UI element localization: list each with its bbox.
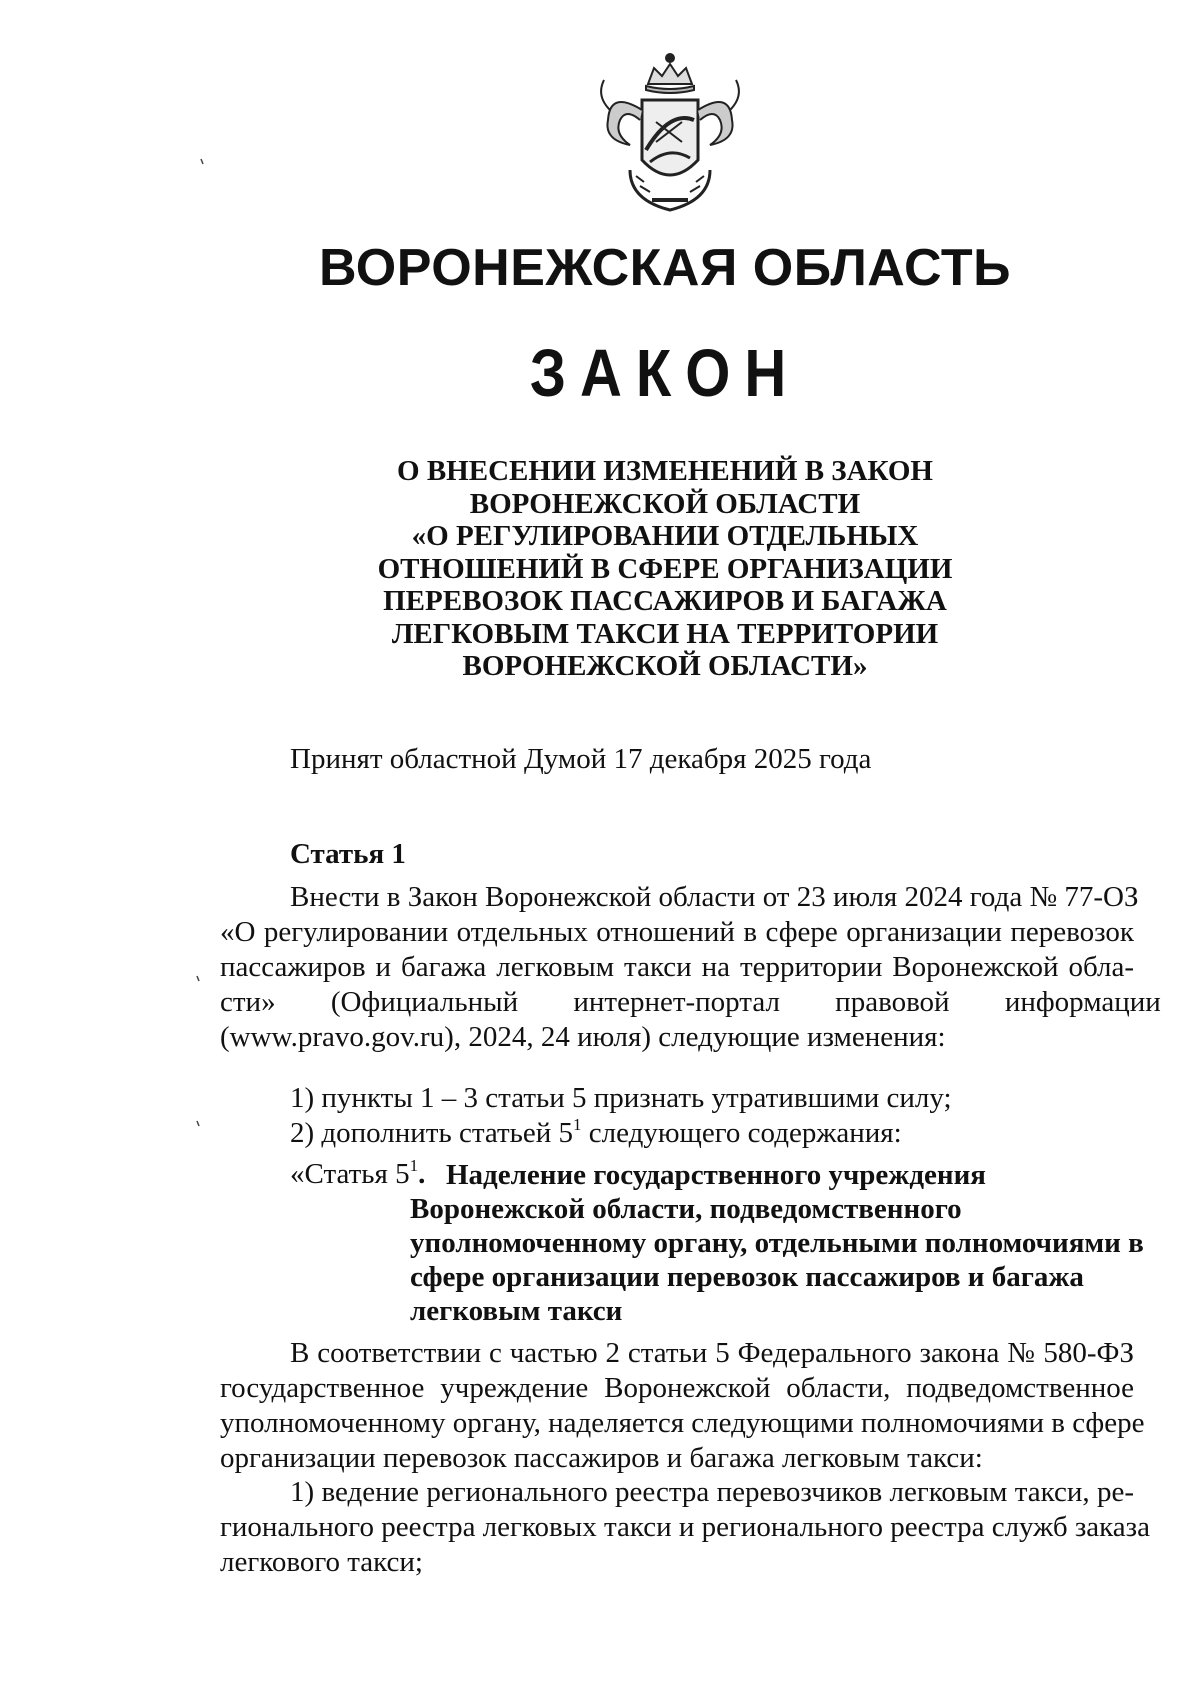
new-article-point-1 [220, 1475, 1150, 1580]
law-name-line: О ВНЕСЕНИИ ИЗМЕНЕНИЙ В ЗАКОН [397, 455, 933, 487]
new-article-title-line: сфере организации перевозок пассажиров и багажа [410, 1261, 1084, 1293]
amendment-item-1: 1) пункты 1 – 3 статьи 5 признать утратившими силу; [290, 1082, 952, 1114]
scan-speck [196, 975, 202, 983]
paragraph-line: сти» (Официальный интернет-портал правовой информации [220, 986, 1161, 1018]
paragraph-line: легкового такси; [220, 1546, 423, 1578]
article-1-intro-paragraph [220, 880, 1161, 1055]
amendment-item-2 [290, 1117, 902, 1150]
paragraph-line: «О регулировании отдельных отношений в сфере организации перевозок [220, 916, 1134, 948]
paragraph-line: В соответствии с частью 2 статьи 5 Федерального закона № 580-ФЗ [290, 1337, 1134, 1369]
scan-speck [200, 158, 206, 166]
paragraph-line: государственное учреждение Воронежской области, подведомственное [220, 1372, 1134, 1404]
new-article-title-line: Воронежской области, подведомственного [410, 1193, 962, 1225]
article-1-heading: Статья 1 [290, 838, 406, 870]
law-name-line: ВОРОНЕЖСКОЙ ОБЛАСТИ» [462, 650, 868, 682]
new-article-body-paragraph [220, 1336, 1145, 1476]
law-name-line: ОТНОШЕНИЙ В СФЕРЕ ОРГАНИЗАЦИИ [377, 552, 953, 585]
new-article-title-line: уполномоченному органу, отдельными полномочиями в [410, 1227, 1144, 1259]
new-article-title [410, 1158, 1144, 1328]
coat-of-arms-emblem [590, 50, 750, 220]
new-article-lead [290, 1158, 425, 1191]
new-article-label: «Статья 5 [290, 1158, 410, 1190]
new-article-dot: . [418, 1158, 426, 1190]
item-2-text-start: 2) дополнить статьей 5 [290, 1117, 574, 1149]
adoption-date-line: Принят областной Думой 17 декабря 2025 года [290, 743, 872, 775]
region-title: ВОРОНЕЖСКАЯ ОБЛАСТЬ [319, 239, 1011, 297]
paragraph-line: уполномоченному органу, наделяется следующими полномочиями в сфере [220, 1407, 1145, 1439]
superscript: 1 [573, 1115, 582, 1134]
law-name-line: «О РЕГУЛИРОВАНИИ ОТДЕЛЬНЫХ [411, 520, 919, 552]
law-name-line: ПЕРЕВОЗОК ПАССАЖИРОВ И БАГАЖА [383, 585, 947, 617]
law-name-line: ВОРОНЕЖСКОЙ ОБЛАСТИ [469, 487, 861, 520]
law-name-heading [0, 455, 1200, 683]
scan-speck [196, 1120, 202, 1128]
new-article-title-line: легковым такси [410, 1295, 623, 1327]
paragraph-line: пассажиров и багажа легковым такси на территории Воронежской обла- [220, 951, 1134, 983]
item-2-text-end: следующего содержания: [581, 1117, 902, 1149]
paragraph-line: (www.pravo.gov.ru), 2024, 24 июля) следующие изменения: [220, 1021, 946, 1053]
superscript: 1 [409, 1156, 419, 1175]
paragraph-line: организации перевозок пассажиров и багажа легковым такси: [220, 1442, 983, 1474]
law-name-line: ЛЕГКОВЫМ ТАКСИ НА ТЕРРИТОРИИ [391, 617, 939, 650]
new-article-title-line: Наделение государственного учреждения [446, 1159, 986, 1191]
paragraph-line: гионального реестра легковых такси и регионального реестра служб заказа [220, 1511, 1150, 1543]
paragraph-line: Внести в Закон Воронежской области от 23 июля 2024 года № 77-ОЗ [290, 881, 1139, 913]
paragraph-line: 1) ведение регионального реестра перевозчиков легковым такси, ре- [290, 1476, 1134, 1508]
document-type-title: ЗАКОН [529, 336, 801, 411]
